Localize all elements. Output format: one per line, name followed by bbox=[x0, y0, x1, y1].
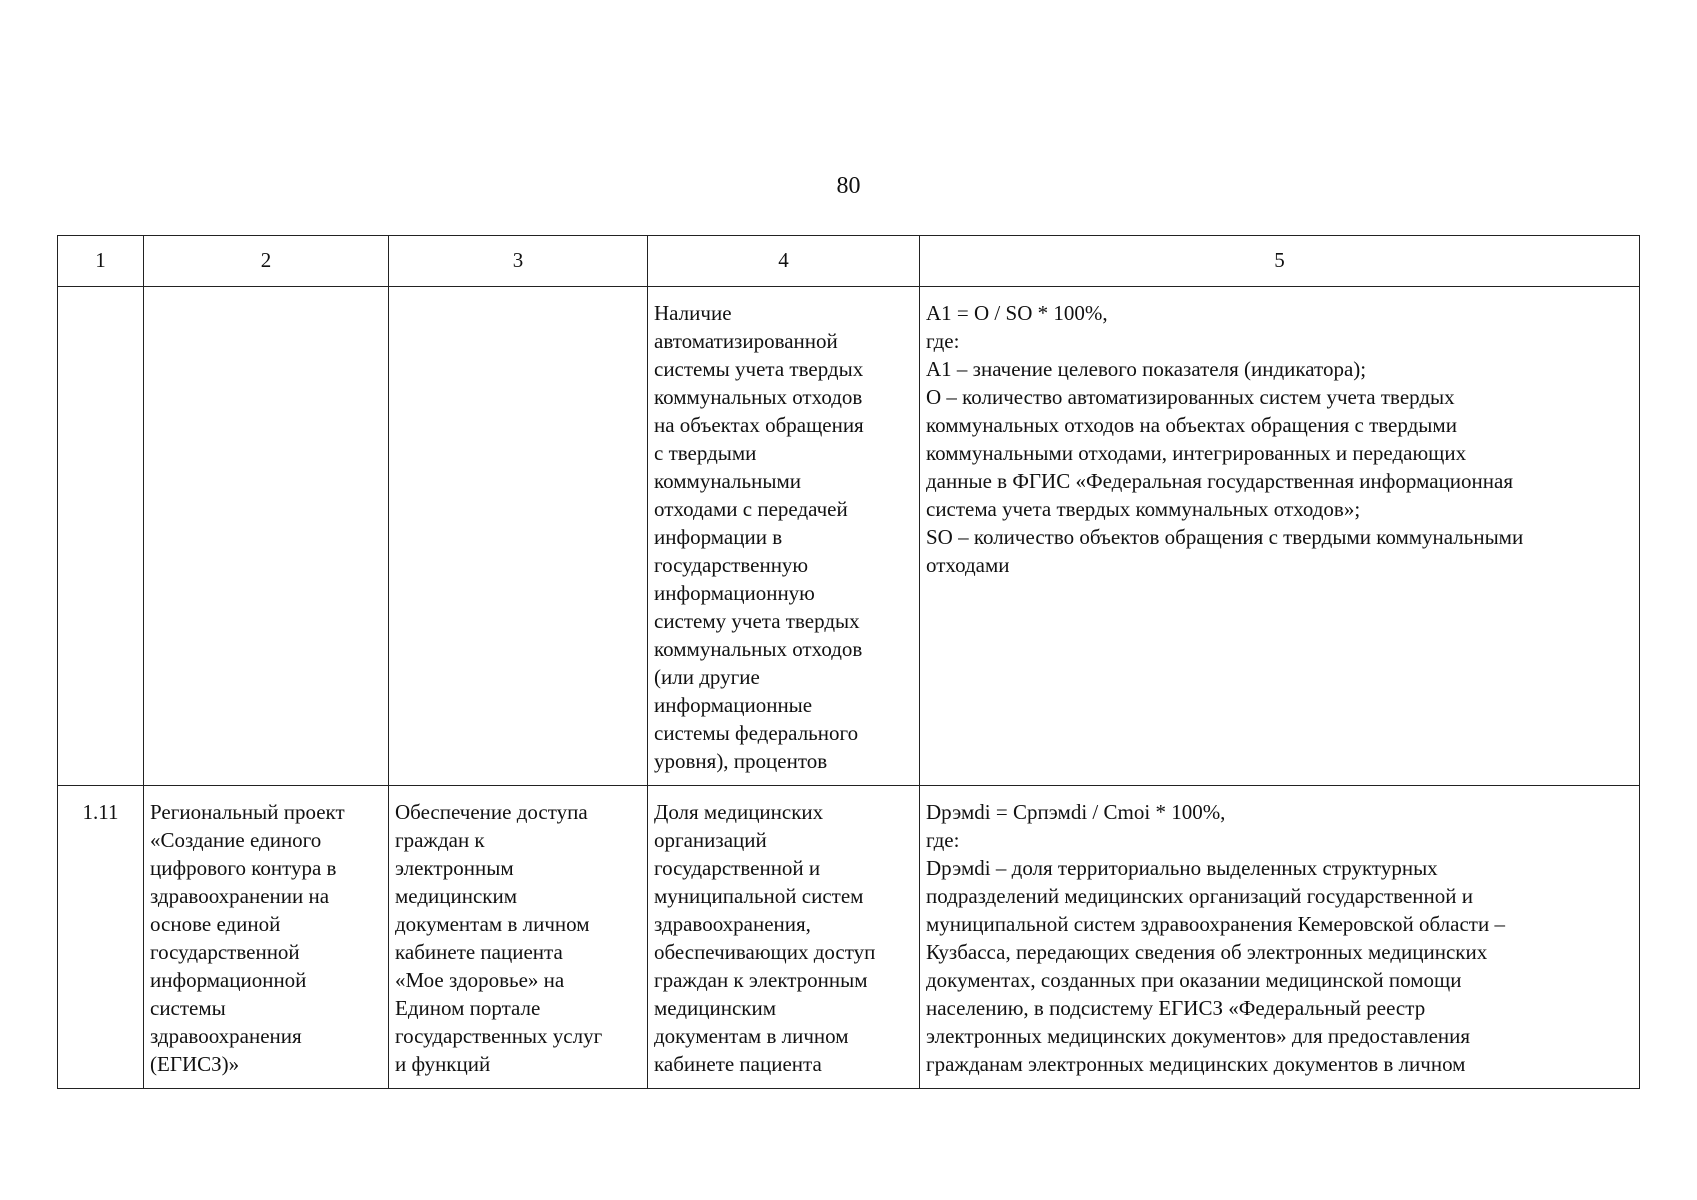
goal-cell bbox=[389, 287, 648, 786]
goal-cell: Обеспечение доступа граждан к электронным медицинским документам в личном кабинете пациента «Мое здоровье» на Едином портале государственных услуг и функций bbox=[389, 786, 648, 1089]
table-row bbox=[58, 786, 1640, 1089]
table-header-row bbox=[58, 236, 1640, 287]
row-number-cell bbox=[58, 287, 144, 786]
header-cell-4: 4 bbox=[648, 236, 920, 287]
header-cell-5: 5 bbox=[920, 236, 1640, 287]
project-cell bbox=[144, 287, 389, 786]
indicator-table bbox=[57, 235, 1640, 1089]
header-cell-2: 2 bbox=[144, 236, 389, 287]
header-cell-3: 3 bbox=[389, 236, 648, 287]
indicator-cell: Доля медицинских организаций государственной и муниципальной систем здравоохранения, обеспечивающих доступ граждан к электронным медицинским документам в личном кабинете пациента bbox=[648, 786, 920, 1089]
row-number-cell: 1.11 bbox=[58, 786, 144, 1089]
formula-cell: Dрэмdi = Српэмdi / Cmoi * 100%, где: Dрэмdi – доля территориально выделенных структурных подразделений медицинских организаций государственной и муниципальной систем здравоохранения Кемеровской области – Кузбасса, передающих сведения об электронных медицинских документах, созданных при оказании медицинской помощи населению, в подсистему ЕГИСЗ «Федеральный реестр электронных медицинских документов» для предоставления гражданам электронных медицинских документов в личном bbox=[920, 786, 1640, 1089]
page-number: 80 bbox=[836, 173, 861, 199]
table-row bbox=[58, 287, 1640, 786]
indicator-cell: Наличие автоматизированной системы учета твердых коммунальных отходов на объектах обращения с твердыми коммунальными отходами с передачей информации в государственную информационную систему учета твердых коммунальных отходов (или другие информационные системы федерального уровня), процентов bbox=[648, 287, 920, 786]
project-cell: Региональный проект «Создание единого цифрового контура в здравоохранении на основе единой государственной информационной системы здравоохранения (ЕГИСЗ)» bbox=[144, 786, 389, 1089]
header-cell-1: 1 bbox=[58, 236, 144, 287]
formula-cell: A1 = O / SO * 100%, где: A1 – значение целевого показателя (индикатора); O – количество автоматизированных систем учета твердых коммунальных отходов на объектах обращения с твердыми коммунальными отходами, интегрированных и передающих данные в ФГИС «Федеральная государственная информационная система учета твердых коммунальных отходов»; SO – количество объектов обращения с твердыми коммунальными отходами bbox=[920, 287, 1640, 786]
